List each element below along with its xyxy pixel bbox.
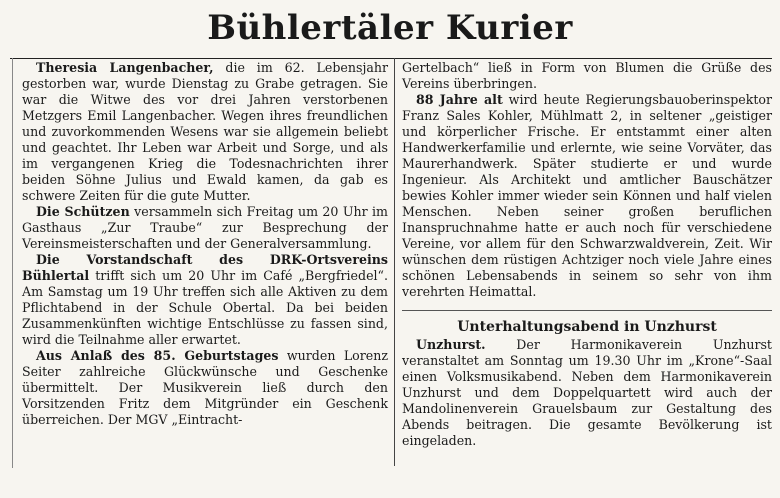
article-lead: Aus Anlaß des 85. Geburtstages — [36, 348, 279, 363]
article-lead: Theresia Langenbacher, — [36, 60, 214, 75]
column-divider — [394, 58, 395, 466]
article-lead: Unzhurst. — [416, 337, 486, 352]
article-body: trifft sich um 20 Uhr im Café „Bergfriedel“. Am Samstag um 19 Uhr treffen sich alle Aktiven zu dem Pflichtabend in der Schule Obertal. Da bei beiden Zusammenkünften wichtige Entschlüsse zu fassen sind, wird die Teilnahme aller erwartet. — [22, 268, 388, 347]
article-lead: Die Schützen — [36, 204, 130, 219]
article-body: die im 62. Lebensjahr gestorben war, wurde Dienstag zu Grabe getragen. Sie war die Witwe des vor drei Jahren verstorbenen Metzgers Emil Langenbacher. Wegen ihres freundlichen und zuvorkommenden Wesens war sie allgemein beliebt und geachtet. Ihr Leben war Arbeit und Sorge, und als im vergangenen Krieg die Todesnachrichten ihrer beiden Söhne Julius und Ewald kamen, da gab es schwere Zeiten für die gute Mutter. — [22, 60, 388, 203]
article-unzhurst — [402, 337, 772, 449]
article-drk — [22, 252, 388, 348]
article-schuetzen — [22, 204, 388, 252]
article-geburtstag — [22, 348, 388, 428]
article-lead: Die Vorstandschaft des DRK-Ortsvereins Bühlertal — [22, 252, 388, 283]
article-langenbacher — [22, 60, 388, 204]
top-rule — [10, 58, 772, 59]
article-continuation: Gertelbach“ ließ in Form von Blumen die Grüße des Vereins überbringen. — [402, 60, 772, 91]
article-lead: 88 Jahre alt — [416, 92, 503, 107]
article-body: versammeln sich Freitag um 20 Uhr im Gasthaus „Zur Traube“ zur Besprechung der Vereinsmeisterschaften und der Generalversammlung. — [22, 204, 388, 251]
article-body: Der Harmonikaverein Unzhurst veranstaltet am Sonntag um 19.30 Uhr im „Krone“-Saal einen Volksmusikabend. Neben dem Harmonikaverein Unzhurst und dem Doppelquartett wird auch der Mandolinenverein Grauelsbaum zur Gestaltung des Abends beitragen. Die gesamte Bevölkerung ist eingeladen. — [402, 337, 772, 448]
right-column — [402, 60, 772, 449]
article-body: wird heute Regierungsbauoberinspektor Franz Sales Kohler, Mühlmatt 2, in seltener „geistiger und körperlicher Frische. Er entstammt einer alten Handwerkerfamilie und erlernte, wie seine Vorväter, das Maurerhandwerk. Später studierte er und wurde Ingenieur. Als Architekt und amtlicher Bauschätzer bewies Kohler immer wieder sein Können und half vielen Menschen. Neben seiner großen beruflichen Inanspruchnahme hatte er auch noch für verschiedene Vereine, vor allem für den Schwarzwaldverein, Zeit. Wir wünschen dem rüstigen Achtziger noch viele Jahre eines schönen Lebensabends in seinem so sehr von ihm verehrten Heimattal. — [402, 92, 773, 299]
article-kohler — [402, 92, 772, 300]
section-heading: Unterhaltungsabend in Unzhurst — [402, 310, 772, 335]
article-body: wurden Lorenz Seiter zahlreiche Glückwünsche und Geschenke übermittelt. Der Musikverein ließ durch den Vorsitzenden Fritz dem Mitgründer ein Geschenk überreichen. Der MGV „Eintracht- — [22, 348, 388, 427]
left-border — [12, 58, 13, 468]
left-column — [22, 60, 388, 428]
masthead: Bühlertäler Kurier — [207, 8, 573, 48]
